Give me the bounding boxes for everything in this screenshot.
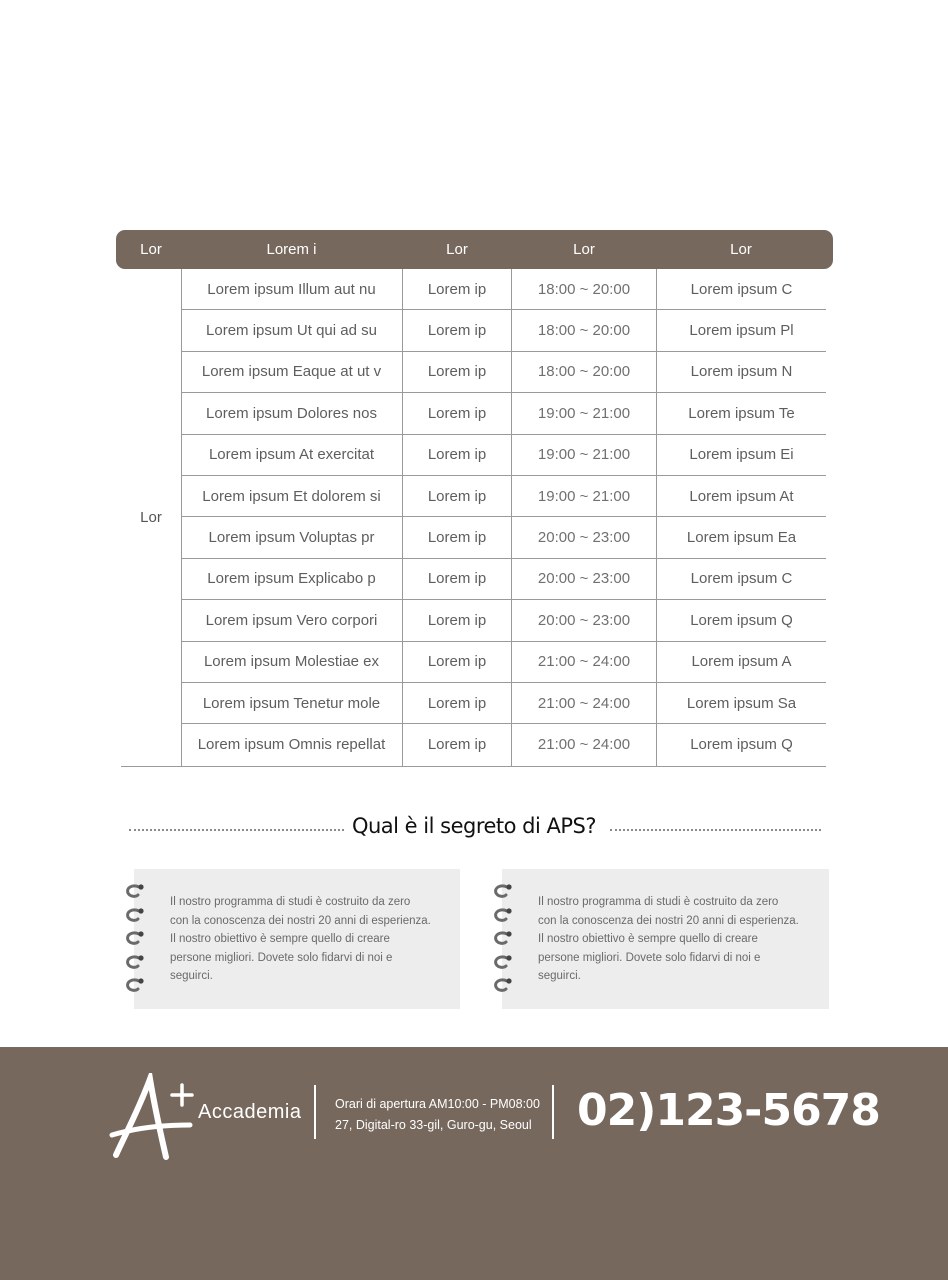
teacher-cell: Lorem ip — [403, 517, 512, 557]
teacher-cell: Lorem ip — [403, 435, 512, 475]
detail-cell: Lorem ipsum A — [691, 653, 792, 671]
info-card-line: seguirci. — [170, 970, 213, 982]
course-name-cell: Lorem ipsum Ut qui ad su — [181, 310, 403, 350]
spiral-ring-icon — [492, 883, 512, 899]
info-card-line: Il nostro programma di studi è costruito da zero — [170, 896, 411, 908]
opening-hours: Orari di apertura AM10:00 - PM08:00 — [335, 1097, 540, 1111]
schedule-table — [116, 230, 833, 767]
time-cell: 21:00 ~ 24:00 — [512, 724, 657, 765]
info-card — [502, 869, 829, 1009]
detail-cell: Lorem ipsum Ea — [686, 529, 797, 547]
time-cell: 18:00 ~ 20:00 — [512, 352, 657, 392]
table-row — [181, 600, 826, 641]
time-cell: 19:00 ~ 21:00 — [512, 435, 657, 475]
time-cell: 19:00 ~ 21:00 — [512, 393, 657, 433]
time-cell: 19:00 ~ 21:00 — [512, 476, 657, 516]
section-title: Qual è il segreto di APS? — [351, 814, 597, 838]
time-cell: 21:00 ~ 24:00 — [512, 642, 657, 682]
course-name-cell: Lorem ipsum Illum aut nu — [181, 269, 403, 309]
info-card-line: Il nostro programma di studi è costruito da zero — [538, 896, 779, 908]
table-row — [181, 352, 826, 393]
teacher-cell: Lorem ip — [403, 600, 512, 640]
header-cell: Lor — [140, 241, 162, 258]
detail-cell: Lorem ipsum C — [690, 280, 793, 298]
header-cell: Lor — [730, 241, 752, 258]
teacher-cell: Lorem ip — [403, 352, 512, 392]
table-row — [181, 642, 826, 683]
info-card-line: persone migliori. Dovete solo fidarvi di noi e — [538, 951, 761, 964]
table-row — [181, 559, 826, 600]
detail-cell: Lorem ipsum Pl — [689, 322, 794, 340]
info-card-line: Il nostro obiettivo è sempre quello di creare — [170, 933, 390, 945]
table-row — [181, 310, 826, 351]
spiral-ring-icon — [492, 977, 512, 993]
header-cell: Lor — [446, 241, 468, 258]
table-body — [121, 269, 826, 767]
info-card-line: con la conoscenza dei nostri 20 anni di esperienza. — [538, 914, 799, 927]
academy-logo-icon — [108, 1073, 198, 1163]
time-cell: 21:00 ~ 24:00 — [512, 683, 657, 723]
detail-cell: Lorem ipsum Ei — [689, 446, 794, 464]
info-card-line: con la conoscenza dei nostri 20 anni di esperienza. — [170, 914, 431, 927]
spiral-ring-icon — [492, 954, 512, 970]
spiral-ring-icon — [124, 977, 144, 993]
header-cell: Lorem i — [266, 241, 317, 258]
teacher-cell: Lorem ip — [403, 476, 512, 516]
info-card-line: seguirci. — [538, 970, 581, 982]
info-card-text — [538, 893, 838, 986]
table-row — [181, 476, 826, 517]
detail-cell: Lorem ipsum Te — [688, 404, 795, 422]
footer — [0, 1047, 948, 1280]
course-name-cell: Lorem ipsum Vero corpori — [181, 600, 403, 640]
footer-divider — [552, 1085, 554, 1139]
info-card — [134, 869, 460, 1009]
table-row — [181, 517, 826, 558]
spiral-ring-icon — [124, 954, 144, 970]
address: 27, Digital-ro 33-gil, Guro-gu, Seoul — [335, 1118, 532, 1132]
spiral-ring-icon — [492, 930, 512, 946]
course-name-cell: Lorem ipsum Dolores nos — [181, 393, 403, 433]
info-card-text — [170, 893, 470, 986]
spiral-ring-icon — [124, 930, 144, 946]
time-cell: 18:00 ~ 20:00 — [512, 269, 657, 309]
teacher-cell: Lorem ip — [403, 310, 512, 350]
time-cell: 20:00 ~ 23:00 — [512, 517, 657, 557]
table-row — [181, 435, 826, 476]
teacher-cell: Lorem ip — [403, 642, 512, 682]
table-header — [116, 230, 833, 269]
spiral-ring-icon — [124, 907, 144, 923]
info-card-line: Il nostro obiettivo è sempre quello di creare — [538, 933, 758, 945]
teacher-cell: Lorem ip — [403, 269, 512, 309]
footer-divider — [314, 1085, 316, 1139]
header-cell: Lor — [573, 241, 595, 258]
course-name-cell: Lorem ipsum Eaque at ut v — [181, 352, 403, 392]
table-row — [181, 724, 826, 765]
phone-number[interactable]: 02)123-5678 — [577, 1085, 880, 1136]
group-label: Lor — [121, 269, 182, 766]
course-name-cell: Lorem ipsum Et dolorem si — [181, 476, 403, 516]
course-name-cell: Lorem ipsum Tenetur mole — [181, 683, 403, 723]
teacher-cell: Lorem ip — [403, 559, 512, 599]
time-cell: 20:00 ~ 23:00 — [512, 559, 657, 599]
teacher-cell: Lorem ip — [403, 683, 512, 723]
spiral-ring-icon — [492, 907, 512, 923]
info-card-line: persone migliori. Dovete solo fidarvi di noi e — [170, 951, 393, 964]
time-cell: 18:00 ~ 20:00 — [512, 310, 657, 350]
teacher-cell: Lorem ip — [403, 393, 512, 433]
course-name-cell: Lorem ipsum Explicabo p — [181, 559, 403, 599]
course-name-cell: Lorem ipsum Molestiae ex — [181, 642, 403, 682]
table-row — [181, 269, 826, 310]
course-name-cell: Lorem ipsum Voluptas pr — [181, 517, 403, 557]
teacher-cell: Lorem ip — [403, 724, 512, 765]
detail-cell: Lorem ipsum Q — [690, 736, 793, 754]
course-name-cell: Lorem ipsum Omnis repellat — [181, 724, 403, 765]
spiral-ring-icon — [124, 883, 144, 899]
dotted-divider-right — [610, 829, 821, 831]
time-cell: 20:00 ~ 23:00 — [512, 600, 657, 640]
detail-cell: Lorem ipsum C — [690, 570, 793, 588]
detail-cell: Lorem ipsum At — [689, 487, 794, 505]
brand-name: Accademia — [198, 1101, 302, 1123]
detail-cell: Lorem ipsum Q — [690, 611, 793, 629]
table-row — [181, 393, 826, 434]
detail-cell: Lorem ipsum N — [690, 363, 793, 381]
course-name-cell: Lorem ipsum At exercitat — [181, 435, 403, 475]
contact-info — [335, 1094, 540, 1136]
detail-cell: Lorem ipsum Sa — [686, 694, 797, 712]
table-row — [181, 683, 826, 724]
